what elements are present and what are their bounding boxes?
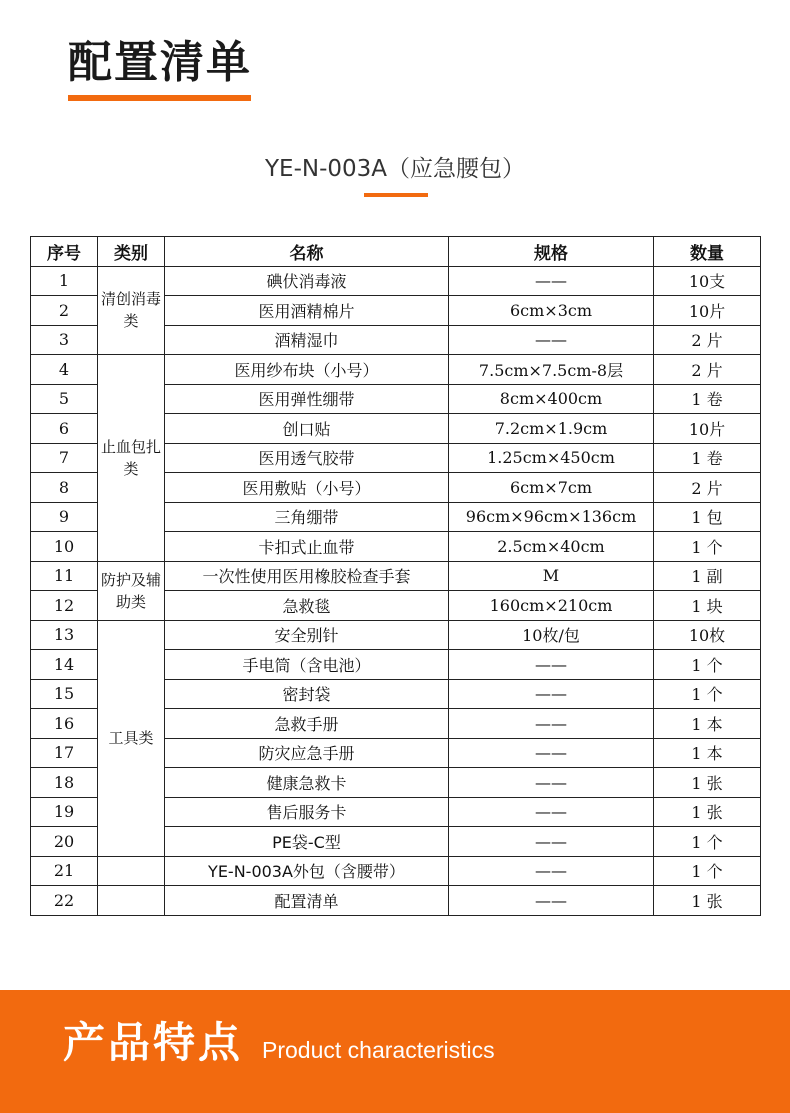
item-spec: ——	[449, 650, 654, 680]
table-row	[31, 620, 761, 650]
header-no: 序号	[31, 237, 98, 267]
item-spec: 8cm×400cm	[449, 384, 654, 414]
table-row	[31, 266, 761, 296]
item-name: 医用弹性绷带	[165, 384, 449, 414]
item-name: 手电筒（含电池）	[165, 650, 449, 680]
item-qty: 1 副	[654, 561, 761, 591]
row-number: 8	[31, 473, 98, 503]
item-qty: 1 张	[654, 797, 761, 827]
item-spec: ——	[449, 827, 654, 857]
row-number: 5	[31, 384, 98, 414]
item-qty: 2 片	[654, 355, 761, 385]
item-qty: 1 个	[654, 856, 761, 886]
item-name: 碘伏消毒液	[165, 266, 449, 296]
row-number: 11	[31, 561, 98, 591]
item-name: 创口贴	[165, 414, 449, 444]
item-spec: 1.25cm×450cm	[449, 443, 654, 473]
item-qty: 1 本	[654, 738, 761, 768]
item-name: 密封袋	[165, 679, 449, 709]
item-spec: ——	[449, 768, 654, 798]
row-number: 22	[31, 886, 98, 916]
category-cell	[98, 856, 165, 886]
item-spec: ——	[449, 797, 654, 827]
row-number: 10	[31, 532, 98, 562]
banner-title-cn: 产品特点	[63, 1018, 244, 1067]
item-spec: ——	[449, 325, 654, 355]
item-qty: 1 张	[654, 886, 761, 916]
item-name: 酒精湿巾	[165, 325, 449, 355]
item-name: 卡扣式止血带	[165, 532, 449, 562]
row-number: 12	[31, 591, 98, 621]
item-name: 一次性使用医用橡胶检查手套	[165, 561, 449, 591]
row-number: 16	[31, 709, 98, 739]
product-subtitle: YE-N-003A（应急腰包）	[264, 156, 526, 182]
row-number: 4	[31, 355, 98, 385]
item-qty: 1 卷	[654, 384, 761, 414]
item-qty: 1 卷	[654, 443, 761, 473]
configuration-table	[30, 236, 761, 916]
row-number: 20	[31, 827, 98, 857]
category-cell: 防护及辅助类	[98, 561, 165, 620]
item-qty: 10片	[654, 296, 761, 326]
title-underline	[68, 95, 251, 101]
item-spec: 160cm×210cm	[449, 591, 654, 621]
item-spec: 6cm×7cm	[449, 473, 654, 503]
row-number: 6	[31, 414, 98, 444]
table-header-row	[31, 237, 761, 267]
table-row	[31, 355, 761, 385]
item-name: 三角绷带	[165, 502, 449, 532]
row-number: 19	[31, 797, 98, 827]
item-spec: 6cm×3cm	[449, 296, 654, 326]
table-row	[31, 561, 761, 591]
item-qty: 1 包	[654, 502, 761, 532]
item-name: 急救毯	[165, 591, 449, 621]
item-name: PE袋-C型	[165, 827, 449, 857]
item-qty: 1 个	[654, 679, 761, 709]
item-qty: 1 本	[654, 709, 761, 739]
row-number: 14	[31, 650, 98, 680]
category-cell	[98, 886, 165, 916]
row-number: 18	[31, 768, 98, 798]
table-row	[31, 856, 761, 886]
banner-title-en: Product characteristics	[262, 1037, 495, 1063]
item-name: 配置清单	[165, 886, 449, 916]
row-number: 3	[31, 325, 98, 355]
subtitle-underline	[364, 193, 428, 197]
row-number: 13	[31, 620, 98, 650]
item-spec: ——	[449, 886, 654, 916]
item-name: 售后服务卡	[165, 797, 449, 827]
item-name: 防灾应急手册	[165, 738, 449, 768]
item-spec: 7.5cm×7.5cm-8层	[449, 355, 654, 385]
item-qty: 1 个	[654, 532, 761, 562]
row-number: 21	[31, 856, 98, 886]
table-row	[31, 886, 761, 916]
item-name: 医用透气胶带	[165, 443, 449, 473]
item-spec: 7.2cm×1.9cm	[449, 414, 654, 444]
item-spec: ——	[449, 709, 654, 739]
item-name: 健康急救卡	[165, 768, 449, 798]
item-name: YE-N-003A外包（含腰带）	[165, 856, 449, 886]
row-number: 17	[31, 738, 98, 768]
item-spec: 2.5cm×40cm	[449, 532, 654, 562]
item-qty: 2 片	[654, 325, 761, 355]
item-name: 安全别针	[165, 620, 449, 650]
header-spec: 规格	[449, 237, 654, 267]
category-cell: 止血包扎类	[98, 355, 165, 562]
header-name: 名称	[165, 237, 449, 267]
row-number: 1	[31, 266, 98, 296]
row-number: 9	[31, 502, 98, 532]
item-qty: 10片	[654, 414, 761, 444]
header-qty: 数量	[654, 237, 761, 267]
item-qty: 1 块	[654, 591, 761, 621]
item-qty: 10支	[654, 266, 761, 296]
item-qty: 1 个	[654, 650, 761, 680]
item-name: 医用敷贴（小号）	[165, 473, 449, 503]
item-spec: ——	[449, 679, 654, 709]
item-spec: M	[449, 561, 654, 591]
item-spec: 96cm×96cm×136cm	[449, 502, 654, 532]
item-qty: 1 个	[654, 827, 761, 857]
row-number: 7	[31, 443, 98, 473]
page-title: 配置清单	[68, 37, 252, 88]
item-spec: ——	[449, 738, 654, 768]
item-name: 医用纱布块（小号）	[165, 355, 449, 385]
header-category: 类别	[98, 237, 165, 267]
row-number: 15	[31, 679, 98, 709]
item-qty: 1 张	[654, 768, 761, 798]
category-cell: 清创消毒类	[98, 266, 165, 355]
item-qty: 10枚	[654, 620, 761, 650]
item-name: 医用酒精棉片	[165, 296, 449, 326]
item-qty: 2 片	[654, 473, 761, 503]
item-spec: ——	[449, 266, 654, 296]
table-body	[31, 266, 761, 915]
item-spec: 10枚/包	[449, 620, 654, 650]
row-number: 2	[31, 296, 98, 326]
item-name: 急救手册	[165, 709, 449, 739]
item-spec: ——	[449, 856, 654, 886]
category-cell: 工具类	[98, 620, 165, 856]
